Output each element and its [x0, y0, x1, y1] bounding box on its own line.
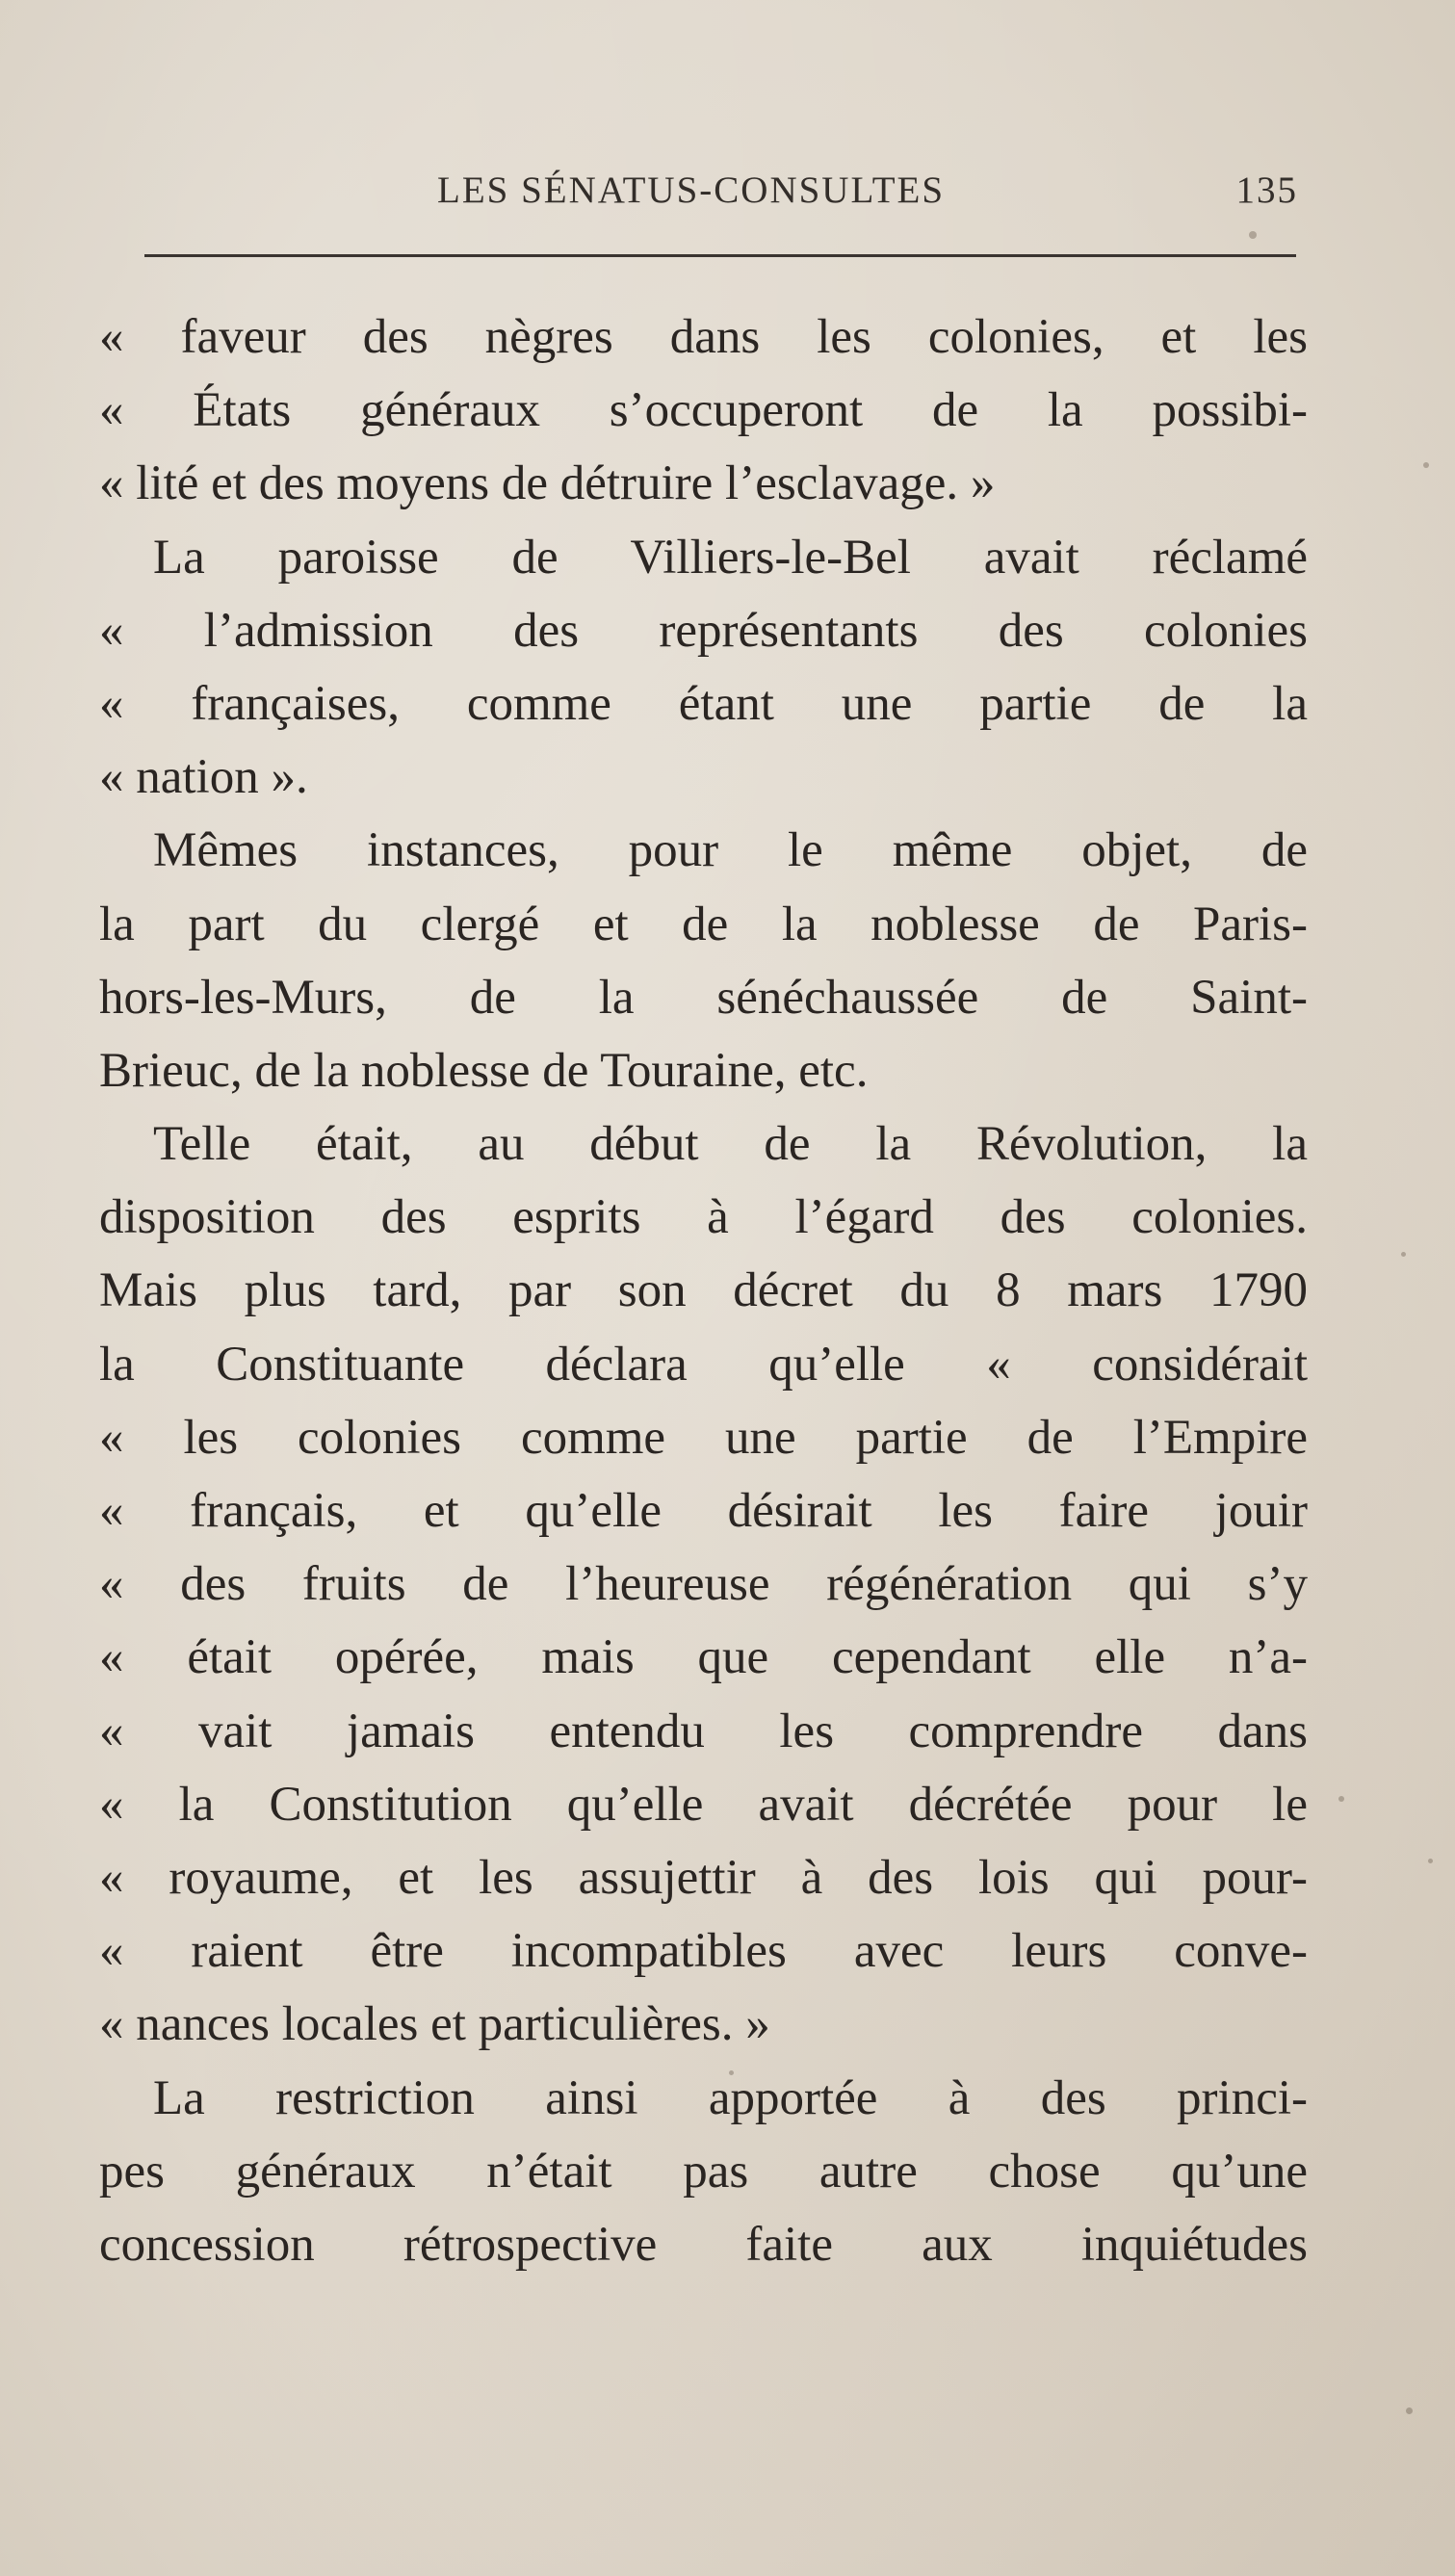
text-line: « vait jamais entendu les comprendre dans: [99, 1704, 1308, 1758]
paragraph-first-line: Mêmes instances, pour le même objet, de: [153, 823, 1308, 878]
text-line: « nation ».: [99, 750, 308, 805]
paper-speck: [1401, 1252, 1406, 1257]
text-line: « l’admission des représentants des colonies: [99, 603, 1308, 658]
text-line: « les colonies comme une partie de l’Empire: [99, 1410, 1308, 1465]
text-line: « royaume, et les assujettir à des lois qui pour-: [99, 1850, 1308, 1905]
text-line: « raient être incompatibles avec leurs conve-: [99, 1924, 1308, 1979]
text-line: Brieuc, de la noblesse de Touraine, etc.: [99, 1043, 869, 1098]
text-line: pes généraux n’était pas autre chose qu’une: [99, 2144, 1308, 2199]
paper-speck: [1428, 1859, 1433, 1863]
paragraph-first-line: La paroisse de Villiers-le-Bel avait réclamé: [153, 530, 1308, 585]
paper-speck: [1249, 231, 1257, 239]
running-title: LES SÉNATUS-CONSULTES: [437, 169, 946, 211]
body-text: [99, 300, 1308, 2281]
text-line: hors-les-Murs, de la sénéchaussée de Saint-: [99, 970, 1308, 1025]
text-line: « était opérée, mais que cependant elle n’a-: [99, 1630, 1308, 1685]
text-line: la Constituante déclara qu’elle « considérait: [99, 1337, 1308, 1392]
header-rule: [144, 254, 1296, 257]
text-line: « françaises, comme étant une partie de la: [99, 676, 1308, 731]
page-number: 135: [1235, 169, 1298, 211]
text-line: Mais plus tard, par son décret du 8 mars 1790: [99, 1263, 1308, 1318]
page-header: [100, 162, 1298, 220]
paragraph-first-line: Telle était, au début de la Révolution, la: [153, 1117, 1308, 1172]
text-line: « français, et qu’elle désirait les faire jouir: [99, 1484, 1308, 1538]
text-line: « faveur des nègres dans les colonies, et les: [99, 310, 1308, 364]
text-line: « des fruits de l’heureuse régénération qui s’y: [99, 1557, 1308, 1612]
paper-speck: [1338, 1796, 1344, 1802]
text-line: « lité et des moyens de détruire l’esclavage. »: [99, 456, 996, 511]
text-line: « nances locales et particulières. »: [99, 1997, 770, 2052]
text-line: la part du clergé et de la noblesse de Paris-: [99, 897, 1308, 951]
text-line: concession rétrospective faite aux inquiétudes: [99, 2217, 1308, 2272]
text-line: « États généraux s’occuperont de la possibi-: [99, 383, 1308, 438]
paper-speck: [729, 2070, 734, 2075]
text-line: « la Constitution qu’elle avait décrétée pour le: [99, 1777, 1308, 1832]
paragraph-first-line: La restriction ainsi apportée à des princi-: [153, 2070, 1308, 2125]
paper-speck: [1423, 462, 1429, 468]
text-line: disposition des esprits à l’égard des colonies.: [99, 1190, 1308, 1245]
paper-speck: [1406, 2407, 1413, 2414]
